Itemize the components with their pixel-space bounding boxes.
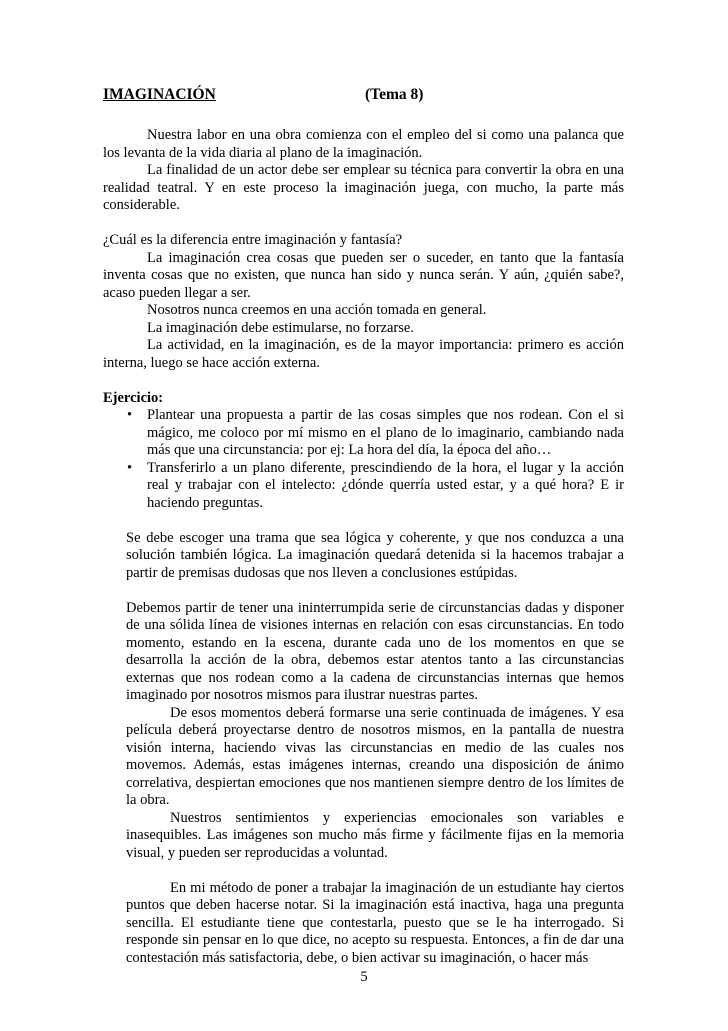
spacer <box>126 582 624 600</box>
title-line <box>103 86 623 106</box>
question-line: ¿Cuál es la diferencia entre imaginación y fantasía? <box>103 232 403 248</box>
bullet-icon: • <box>127 459 133 476</box>
paragraph-images: De esos momentos deberá formarse una serie continuada de imágenes. Y esa película deberá proyectarse dentro de nosotros mismos, en la pantalla de nuestra visión interna, haciendo vivas las circunstancias en medio de las cuales nos movemos. Además, estas imágenes internas, creando una disposición de ánimo correlativa, despiertan emociones que nos mantienen siempre dentro de los límites de la obra. <box>126 704 624 808</box>
spacer <box>103 512 624 530</box>
exercise-text: Transferirlo a un plano diferente, prescindiendo de la hora, el lugar y la acción real y trabajar con el intelecto: ¿dónde querría usted estar, y a qué hora? E ir haciendo preguntas. <box>147 459 624 511</box>
paragraph-circumstances: Debemos partir de tener una ininterrumpida serie de circunstancias dadas y disponer de una sólida línea de visiones internas en relación con esas circunstancias. En todo momento, estando en la escena, durante cada uno de los momentos en que se desarrolla la acción de la obra, debemos estar atentos tanto a las circunstancias externas que nos rodean como a la cadena de circunstancias internas que hemos imaginado por nosotros mismos para ilustrar nuestras partes. <box>126 599 624 703</box>
document-body <box>103 127 624 967</box>
paragraph-plot: Se debe escoger una trama que sea lógica y coherente, y que nos conduzca a una solución también lógica. La imaginación quedará detenida si la hacemos trabajar a partir de premisas dudosas que nos lleven a conclusiones estúpidas. <box>126 529 624 581</box>
page-number: 5 <box>360 969 368 985</box>
exercise-text: Plantear una propuesta a partir de las cosas simples que nos rodean. Con el si mágico, me coloco por mí mismo en el plano de lo imaginario, cambiando nada más que una circunstancia: por ej: La hora del día, la época del año… <box>147 407 624 458</box>
answer-paragraph-2: Nosotros nunca creemos en una acción tomada en general. <box>147 302 487 318</box>
exercise-list <box>103 407 624 512</box>
spacer <box>103 215 624 233</box>
answer-paragraph-1: La imaginación crea cosas que pueden ser o suceder, en tanto que la fantasía inventa cosas que no existen, que nunca han sido y nunca serán. Y aún, ¿quién sabe?, acaso pueden llegar a ser. <box>103 249 624 301</box>
answer-paragraph-4: La actividad, en la imaginación, es de la mayor importancia: primero es acción interna, luego se hace acción externa. <box>103 337 624 371</box>
paragraph-feelings: Nuestros sentimientos y experiencias emocionales son variables e inasequibles. Las imágenes son mucho más firme y fácilmente fijas en la memoria visual, y pueden ser reproducidas a voluntad. <box>126 809 624 861</box>
intro-paragraph-1: Nuestra labor en una obra comienza con el empleo del si como una palanca que los levanta de la vida diaria al plano de la imaginación. <box>103 127 624 161</box>
document-title: IMAGINACIÓN <box>103 86 216 103</box>
answer-paragraph-3: La imaginación debe estimularse, no forzarse. <box>147 319 414 336</box>
intro-paragraph-2: La finalidad de un actor debe ser emplear su técnica para convertir la obra en una realidad teatral. Y en este proceso la imaginación juega, con mucho, la parte más considerable. <box>103 162 624 213</box>
spacer <box>103 372 624 390</box>
bullet-icon: • <box>127 407 133 423</box>
list-item <box>103 407 624 460</box>
list-item <box>103 460 624 513</box>
paragraph-method: En mi método de poner a trabajar la imaginación de un estudiante hay ciertos puntos que deben hacerse notar. Si la imaginación está inactiva, haga una pregunta sencilla. El estudiante tiene que contestarla, puesto que se le ha interrogado. Si responde sin pensar en lo que dice, no acepto su respuesta. Entonces, a fin de dar una contestación más satisfactoria, debe, o bien activar su imaginación, o hacer más <box>126 879 624 966</box>
topic-label: (Tema 8) <box>365 86 424 103</box>
spacer <box>126 862 624 880</box>
exercise-heading: Ejercicio: <box>103 389 164 406</box>
indented-block <box>126 530 624 968</box>
